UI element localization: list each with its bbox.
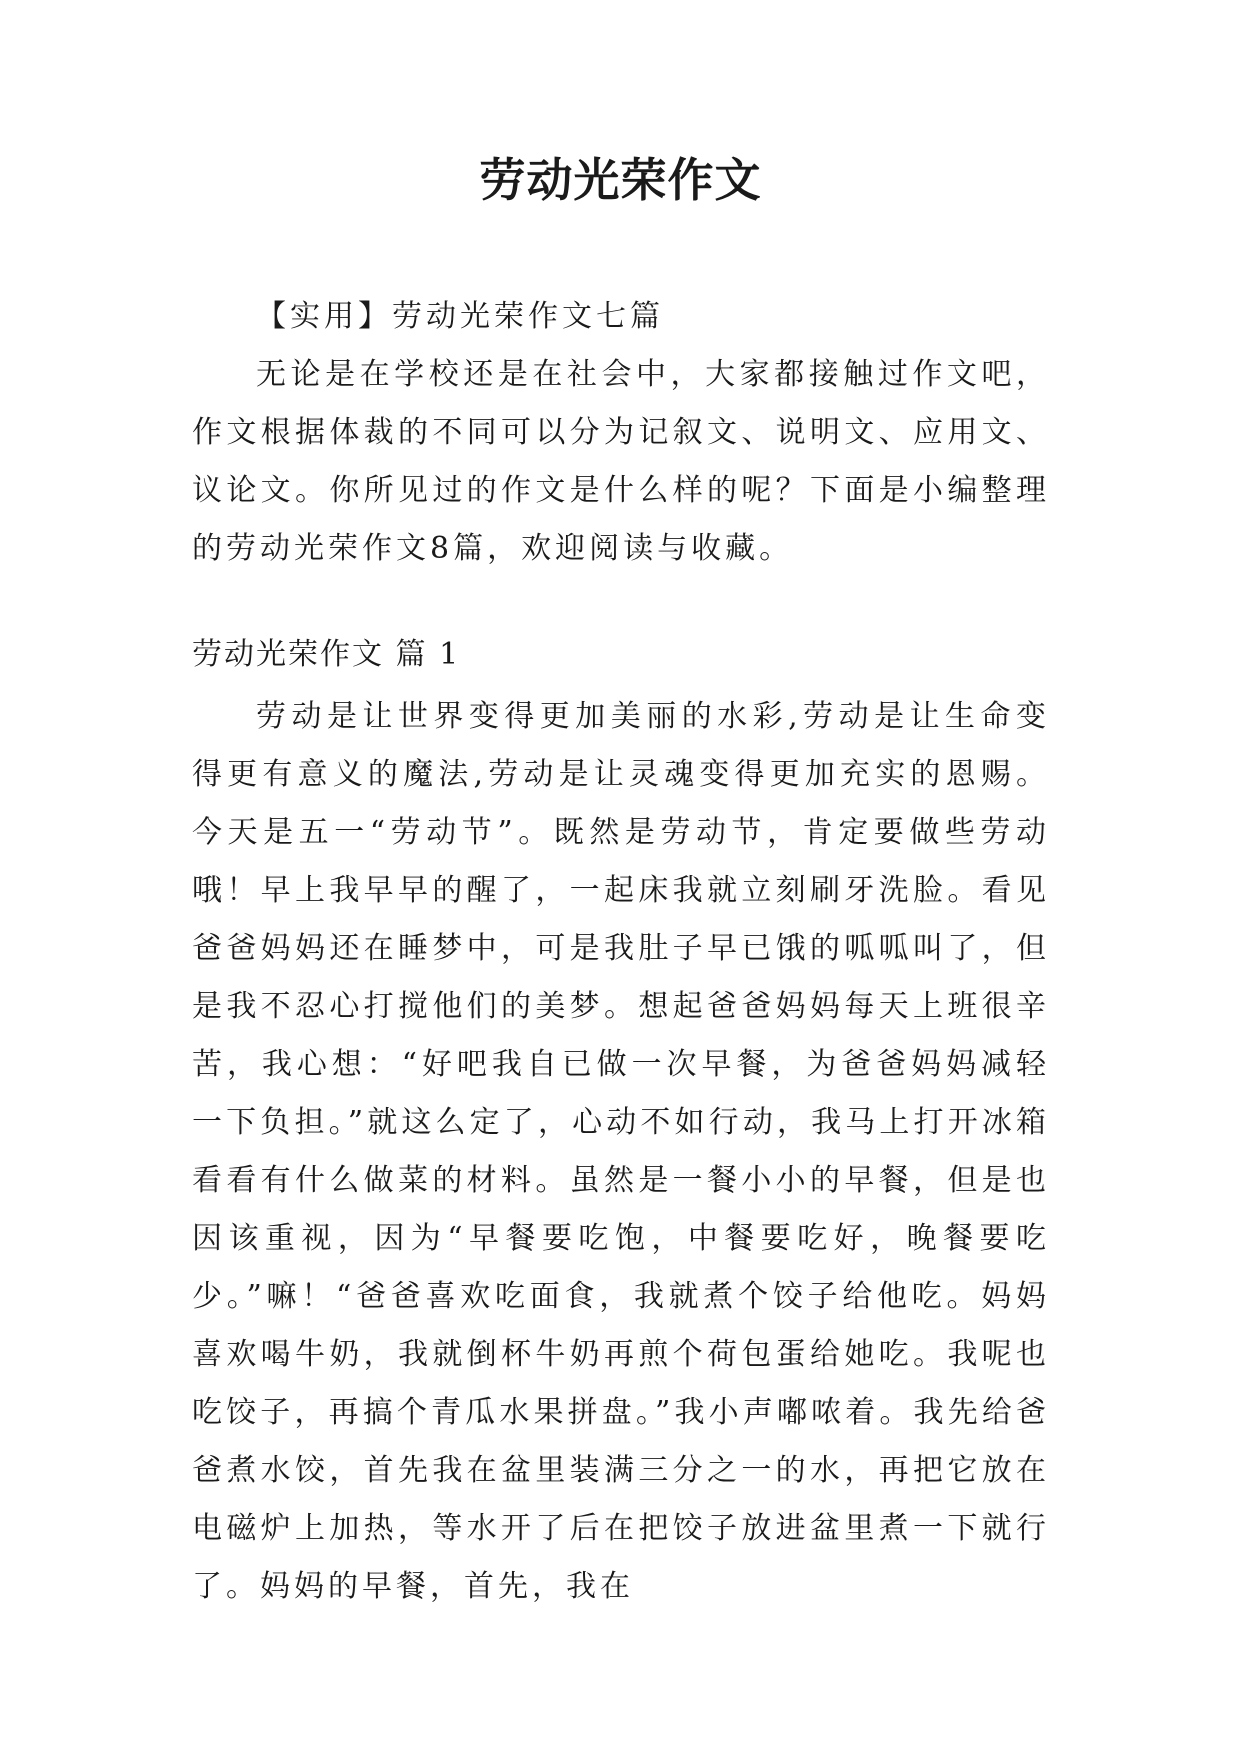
- section-heading: 劳动光荣作文 篇 1: [192, 637, 461, 672]
- intro-paragraph: 无论是在学校还是在社会中，大家都接触过作文吧，作文根据体裁的不同可以分为记叙文、说明文、应用文、议论文。你所见过的作文是什么样的呢？下面是小编整理的劳动光荣作文8篇，欢迎阅读与收藏。: [192, 357, 1050, 566]
- document-subtitle: 【实用】劳动光荣作文七篇: [256, 299, 664, 334]
- document-title: 劳动光荣作文: [479, 153, 762, 207]
- section-paragraph: 劳动是让世界变得更加美丽的水彩,劳动是让生命变得更有意义的魔法,劳动是让灵魂变得更加充实的恩赐。今天是五一“劳动节”。既然是劳动节，肯定要做些劳动哦！早上我早早的醒了，一起床我就立刻刷牙洗脸。看见爸爸妈妈还在睡梦中，可是我肚子早已饿的呱呱叫了，但是我不忍心打搅他们的美梦。想起爸爸妈妈每天上班很辛苦，我心想：“好吧我自已做一次早餐，为爸爸妈妈减轻一下负担。”就这么定了，心动不如行动，我马上打开冰箱看看有什么做菜的材料。虽然是一餐小小的早餐，但是也因该重视，因为“早餐要吃饱，中餐要吃好，晚餐要吃少。”嘛！“爸爸喜欢吃面食，我就煮个饺子给他吃。妈妈喜欢喝牛奶，我就倒杯牛奶再煎个荷包蛋给她吃。我呢也吃饺子，再搞个青瓜水果拼盘。”我小声嘟哝着。我先给爸爸煮水饺，首先我在盆里装满三分之一的水，再把它放在电磁炉上加热，等水开了后在把饺子放进盆里煮一下就行了。妈妈的早餐，首先，我在: [192, 699, 1050, 1604]
- document-body: [192, 288, 1050, 1616]
